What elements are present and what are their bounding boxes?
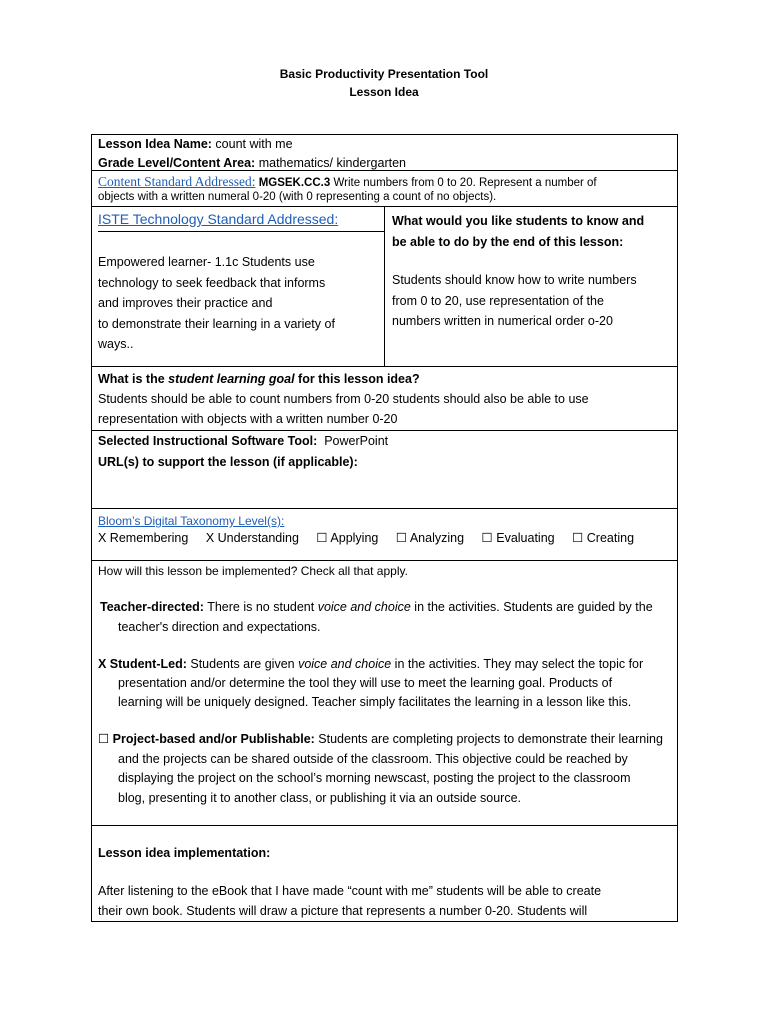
url-label: URL(s) to support the lesson (if applicable): [98,455,358,469]
blooms-level-evaluating[interactable]: ☐ Evaluating [481,531,555,545]
know-answer [392,270,670,332]
goal-answer-line1: Students should be able to count numbers from 0-20 students should also be able to use [98,392,589,406]
lesson-impl-line2: their own book. Students will draw a picture that represents a number 0-20. Students will [98,903,588,918]
project-based-label: ☐ Project-based and/or Publishable: [98,732,315,746]
project-text-line2: and the projects can be shared outside of the classroom. This objective could be reached by [118,751,628,766]
goal-text [98,369,589,429]
lesson-name-line [98,135,293,154]
blooms-levels [98,529,648,548]
iste-row [92,207,677,367]
software-value: PowerPoint [324,434,389,448]
lesson-table [91,134,678,922]
know-answer-line: from 0 to 20, use representation of the [392,293,604,308]
content-standard-text2: objects with a written numeral 0-20 (with 0 representing a count of no objects). [98,191,497,203]
student-led-label: X Student-Led: [98,657,187,671]
software-text [98,431,388,473]
lesson-name-value: count with me [215,137,293,151]
grade-label: Grade Level/Content Area: [98,156,256,170]
know-answer-line: Students should know how to write numbers [392,273,637,287]
iste-label[interactable]: ISTE Technology Standard Addressed: [98,211,339,227]
know-question [392,211,670,253]
blooms-level-analyzing[interactable]: ☐ Analyzing [395,531,465,545]
goal-row [92,367,677,431]
content-standard-label[interactable]: Content Standard Addressed: [98,174,256,189]
content-standard-text1: Write numbers from 0 to 20. Represent a number of [333,177,597,189]
project-text-line4: blog, presenting it to another class, or publishing it via an outside source. [118,790,522,805]
iste-line: technology to seek feedback that informs [98,275,326,290]
teacher-italic: voice and choice [317,600,411,614]
iste-label-box [98,211,384,232]
software-row [92,431,677,509]
teacher-directed-label: Teacher-directed: [100,600,204,614]
project-text-line3: displaying the project on the school’s morning newscast, posting the project to the classroom [118,771,631,785]
know-question-line1: What would you like students to know and [392,214,645,228]
know-cell [385,207,677,336]
student-italic: voice and choice [298,657,392,671]
teacher-text2: in the activities. Students are guided by the [410,600,653,614]
implementation-question: How will this lesson be implemented? Check all that apply. [98,564,408,578]
blooms-level-understanding[interactable]: X Understanding [205,531,299,545]
blooms-label-wrap [98,512,284,530]
content-standard-code: MGSEK.CC.3 [258,177,331,189]
teacher-text-line2: teacher's direction and expectations. [118,619,321,634]
iste-line: to demonstrate their learning in a variety of [98,316,335,331]
know-answer-line: numbers written in numerical order o-20 [392,314,613,328]
student-led-option [98,655,673,712]
lesson-impl-line1: After listening to the eBook that I have made “count with me” students will be able to create [98,884,602,898]
iste-line: ways.. [98,337,134,351]
blooms-level-applying[interactable]: ☐ Applying [316,531,379,545]
lesson-impl-text [98,882,601,921]
content-standard-row [92,171,677,207]
project-based-option [98,730,673,808]
goal-q-suffix: for this lesson idea? [294,372,420,386]
implementation-row [92,561,677,826]
student-text2: in the activities. They may select the topic for [391,657,644,671]
project-text1: Students are completing projects to demonstrate their learning [314,732,663,746]
teacher-directed-option [100,598,671,637]
software-label: Selected Instructional Software Tool: [98,434,318,448]
blooms-label[interactable]: Bloom’s Digital Taxonomy Level(s): [98,514,285,528]
document-subtitle: Lesson Idea [349,85,419,99]
grade-value: mathematics/ kindergarten [258,156,406,170]
lesson-name-row [92,135,677,171]
lesson-implementation-row [92,826,677,922]
iste-line: and improves their practice and [98,296,273,310]
goal-q-italic: student learning goal [168,372,295,386]
goal-answer-line2: representation with objects with a written number 0-20 [98,412,398,426]
blooms-level-creating[interactable]: ☐ Creating [572,531,635,545]
know-question-line2: be able to do by the end of this lesson: [392,235,624,249]
student-text-line2: presentation and/or determine the tool they will use to meet the learning goal. Products of [118,676,613,690]
iste-line: Empowered learner- 1.1c Students use [98,255,315,269]
goal-question [98,369,589,389]
lesson-impl-label: Lesson idea implementation: [98,846,271,860]
student-text-line3: learning will be uniquely designed. Teacher simply facilitates the learning in a lesson like this. [118,695,632,709]
lesson-name-label: Lesson Idea Name: [98,137,212,151]
goal-q-prefix: What is the [98,372,169,386]
teacher-text1: There is no student [203,600,318,614]
student-text1: Students are given [186,657,299,671]
document-title: Basic Productivity Presentation Tool [279,67,489,81]
iste-cell [92,207,385,366]
blooms-level-remembering[interactable]: X Remembering [98,531,189,545]
blooms-row [92,509,677,561]
iste-text [98,252,378,355]
